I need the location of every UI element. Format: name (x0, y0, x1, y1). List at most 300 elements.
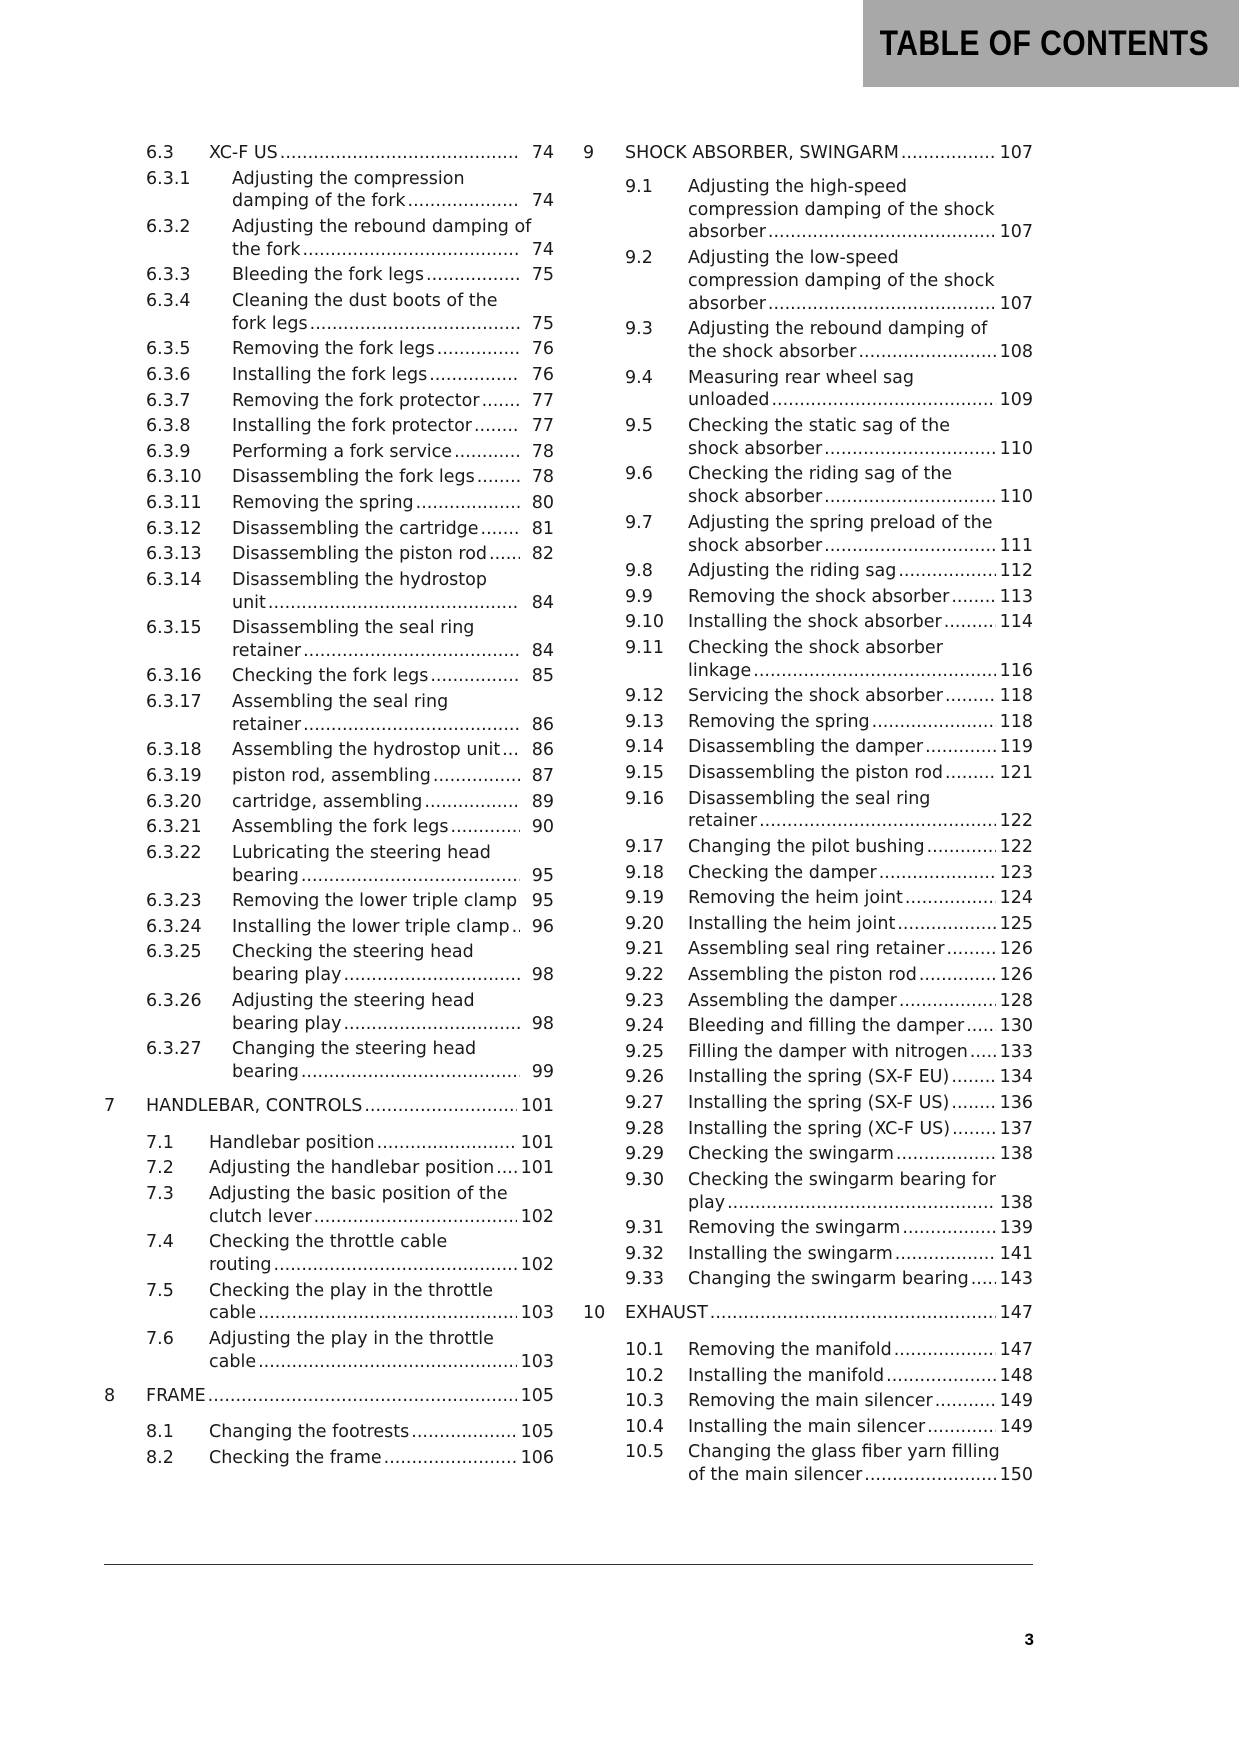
toc-entry (583, 887, 1033, 910)
dot-leader (433, 765, 520, 788)
toc-entry-number: 8 (104, 1385, 116, 1406)
toc-entry (583, 611, 1033, 634)
toc-entry-number: 7.4 (146, 1232, 174, 1253)
toc-entry-page: 98 (531, 1013, 554, 1034)
toc-entry-number: 7.5 (146, 1280, 174, 1301)
toc-entry-title: Checking the riding sag of the (688, 464, 953, 485)
dot-leader (753, 660, 995, 683)
toc-entry-page: 75 (531, 313, 554, 334)
dot-leader (301, 1061, 520, 1084)
dot-leader (858, 341, 995, 364)
dot-leader (944, 611, 996, 634)
dot-leader (416, 492, 520, 515)
toc-entry-page: 102 (520, 1206, 554, 1227)
toc-entry-title: clutch lever (209, 1206, 312, 1227)
toc-entry-number: 9.11 (625, 637, 664, 658)
toc-entry (583, 736, 1033, 759)
toc-entry (104, 1157, 554, 1180)
toc-entry-title: Adjusting the high-speed (688, 176, 907, 197)
toc-entry-title: Adjusting the compression (232, 168, 465, 189)
toc-entry-title: Removing the spring (688, 711, 870, 732)
toc-entry (104, 1280, 554, 1326)
toc-entry-page: 99 (531, 1062, 554, 1082)
toc-entry-number: 8.1 (146, 1422, 174, 1443)
toc-entry-title: Adjusting the rebound damping of (232, 216, 532, 237)
toc-entry-page: 82 (531, 544, 554, 565)
toc-entry-page: 109 (999, 390, 1033, 411)
toc-entry-title: Handlebar position (209, 1132, 375, 1153)
toc-entry-number: 9.4 (625, 367, 653, 388)
toc-entry-number: 6.3.6 (146, 364, 191, 385)
toc-entry-page: 150 (999, 1465, 1033, 1486)
toc-entry-title: Disassembling the hydrostop (232, 569, 487, 590)
toc-entry-number: 9.20 (625, 913, 664, 934)
toc-entry-page: 102 (520, 1254, 554, 1275)
toc-entry-title: Adjusting the play in the throttle (209, 1328, 494, 1349)
toc-entry-title: Bleeding and filling the damper (688, 1016, 965, 1037)
toc-entry (104, 791, 554, 814)
toc-entry (104, 1328, 554, 1374)
toc-entry-number: 9.23 (625, 990, 664, 1011)
toc-entry-number: 6.3.20 (146, 791, 202, 812)
toc-entry (104, 842, 554, 888)
toc-entry-page: 126 (999, 965, 1033, 986)
toc-entry (583, 1441, 1033, 1487)
toc-entry-page: 149 (999, 1416, 1033, 1437)
toc-entry-title: the fork (232, 239, 301, 260)
toc-entry-number: 9 (583, 143, 595, 163)
toc-entry (583, 1339, 1033, 1362)
toc-entry-page: 90 (531, 817, 554, 838)
toc-entry-title: retainer (688, 811, 758, 832)
toc-entry (104, 1183, 554, 1229)
toc-entry-title: Removing the lower triple clamp (232, 891, 518, 912)
toc-entry-page: 122 (999, 811, 1033, 832)
dot-leader (945, 762, 996, 785)
dot-leader (408, 190, 520, 213)
toc-entry-page: 123 (999, 862, 1033, 883)
toc-entry-number: 9.3 (625, 319, 653, 340)
dot-leader (496, 1157, 516, 1180)
dot-leader (951, 1066, 995, 1089)
toc-entry-page: 122 (999, 837, 1033, 858)
toc-entry-number: 6.3.5 (146, 339, 191, 360)
toc-entry-page: 74 (531, 239, 554, 260)
toc-entry (104, 492, 554, 515)
toc-entry-title: Adjusting the handlebar position (209, 1158, 495, 1179)
toc-entry-page: 86 (531, 714, 554, 735)
toc-entry-title: Checking the play in the throttle (209, 1280, 493, 1301)
toc-entry-number: 9.1 (625, 176, 653, 197)
toc-entry-title: piston rod, assembling (232, 766, 431, 787)
toc-entry-title: Checking the damper (688, 862, 877, 883)
toc-entry (104, 691, 554, 737)
dot-leader (896, 1143, 996, 1166)
toc-entry (583, 415, 1033, 461)
toc-entry (104, 816, 554, 839)
dot-leader (951, 586, 995, 609)
toc-entry-page: 74 (531, 191, 554, 212)
toc-entry-number: 6.3.24 (146, 916, 202, 937)
toc-entry-number: 8.2 (146, 1447, 174, 1468)
toc-entry-title: Disassembling the damper (688, 737, 924, 758)
toc-entry-number: 9.19 (625, 888, 664, 909)
dot-leader (919, 964, 996, 987)
toc-entry-title: Assembling seal ring retainer (688, 939, 945, 960)
toc-entry-page: 118 (999, 686, 1033, 707)
dot-leader (824, 535, 995, 558)
dot-leader (451, 816, 520, 839)
toc-entry-title: Changing the swingarm bearing (688, 1269, 969, 1290)
toc-entry (104, 543, 554, 566)
toc-entry (104, 390, 554, 413)
toc-entry-page: 77 (531, 416, 554, 437)
toc-entry (104, 142, 554, 165)
dot-leader (864, 1464, 995, 1487)
toc-entry (583, 560, 1033, 583)
toc-entry-page: 107 (999, 143, 1033, 163)
toc-entry-page: 84 (531, 640, 554, 661)
toc-entry-page: 126 (999, 939, 1033, 960)
dot-leader (489, 543, 520, 566)
toc-entry-number: 9.9 (625, 586, 653, 607)
dot-leader (905, 887, 996, 910)
dot-leader (927, 1416, 995, 1439)
toc-entry-number: 10.3 (625, 1391, 664, 1412)
dot-leader (710, 1302, 996, 1325)
toc-entry-title: Checking the fork legs (232, 666, 429, 687)
dot-leader (426, 264, 520, 287)
toc-entry-title: Disassembling the fork legs (232, 467, 475, 488)
dot-leader (474, 415, 520, 438)
toc-entry-page: 84 (531, 592, 554, 613)
dot-leader (759, 810, 996, 833)
toc-entry-number: 9.12 (625, 686, 664, 707)
toc-entry-number: 6.3.26 (146, 990, 202, 1011)
toc-entry-title: XC-F US (209, 143, 278, 163)
dot-leader (481, 518, 520, 541)
toc-entry-title: shock absorber (688, 535, 823, 556)
toc-entry-page: 124 (999, 888, 1033, 909)
toc-entry-number: 9.25 (625, 1041, 664, 1062)
toc-entry-page: 108 (999, 341, 1033, 362)
toc-entry-number: 6.3.23 (146, 891, 202, 912)
toc-entry-page: 141 (999, 1243, 1033, 1264)
toc-entry-page: 106 (520, 1447, 554, 1468)
toc-entry-title: absorber (688, 293, 766, 314)
toc-entry-page: 80 (531, 492, 554, 513)
dot-leader (424, 791, 520, 814)
dot-leader (879, 862, 996, 885)
toc-entry-title: Installing the main silencer (688, 1416, 926, 1437)
toc-entry-number: 9.5 (625, 415, 653, 436)
dot-leader (303, 640, 520, 663)
toc-entry-number: 10 (583, 1303, 606, 1324)
toc-entry-page: 103 (520, 1351, 554, 1372)
toc-entry-title: unit (232, 592, 266, 613)
footer-divider (104, 1564, 1033, 1565)
dot-leader (258, 1351, 517, 1374)
toc-entry-page: 81 (531, 518, 554, 539)
toc-entry-page: 77 (531, 390, 554, 411)
toc-entry-page: 76 (531, 339, 554, 360)
toc-entry-page: 85 (531, 666, 554, 687)
toc-entry-title: Performing a fork service (232, 441, 453, 462)
toc-entry-number: 6.3.9 (146, 441, 191, 462)
dot-leader (902, 1217, 995, 1240)
toc-entry-number: 9.26 (625, 1067, 664, 1088)
toc-entry-title: Measuring rear wheel sag (688, 367, 914, 388)
toc-left-column (104, 142, 554, 1473)
toc-entry-title: damping of the fork (232, 191, 406, 212)
toc-entry-number: 6.3.2 (146, 216, 191, 237)
toc-entry-page: 113 (999, 586, 1033, 607)
toc-entry-title: Checking the static sag of the (688, 415, 951, 436)
dot-leader (895, 1243, 996, 1266)
toc-entry-page: 114 (999, 612, 1033, 633)
toc-entry-page: 119 (999, 737, 1033, 758)
toc-entry-page: 95 (531, 865, 554, 886)
toc-entry (583, 1169, 1033, 1215)
toc-entry-number: 6.3.17 (146, 692, 202, 713)
toc-entry (104, 665, 554, 688)
dot-leader (268, 592, 520, 615)
toc-entry-page: 76 (531, 364, 554, 385)
toc-entry-title: Changing the pilot bushing (688, 837, 925, 858)
toc-entry-title: Assembling the damper (688, 990, 897, 1011)
toc-entry-number: 10.2 (625, 1365, 664, 1386)
dot-leader (886, 1365, 995, 1388)
toc-entry-title: Adjusting the steering head (232, 990, 475, 1011)
toc-entry-number: 6.3.3 (146, 265, 191, 286)
toc-entry-page: 147 (999, 1303, 1033, 1324)
toc-entry-page: 112 (999, 561, 1033, 582)
toc-entry-number: 10.5 (625, 1442, 664, 1463)
toc-entry-page: 95 (531, 891, 554, 912)
toc-entry (583, 586, 1033, 609)
toc-entry-number: 7.3 (146, 1183, 174, 1204)
toc-entry-title: Assembling the piston rod (688, 965, 917, 986)
toc-entry (583, 762, 1033, 785)
toc-entry-title: Lubricating the steering head (232, 842, 491, 863)
toc-entry-title: Assembling the fork legs (232, 817, 449, 838)
dot-leader (727, 1192, 996, 1215)
toc-entry-page: 147 (999, 1339, 1033, 1360)
toc-entry-number: 6.3.14 (146, 569, 202, 590)
page-number: 3 (1024, 1630, 1034, 1649)
toc-entry-number: 6.3.18 (146, 740, 202, 761)
toc-entry-page: 103 (520, 1303, 554, 1324)
toc-entry-page: 101 (520, 1132, 554, 1153)
toc-entry (104, 617, 554, 663)
toc-entry (583, 1416, 1033, 1439)
toc-entry (104, 168, 554, 214)
dot-leader (377, 1132, 517, 1155)
dot-leader (925, 736, 996, 759)
dot-leader (894, 1339, 996, 1362)
toc-entry (583, 637, 1033, 683)
toc-entry (104, 364, 554, 387)
toc-entry-number: 7 (104, 1095, 116, 1116)
dot-leader (310, 313, 520, 336)
toc-entry-title: Assembling the seal ring (232, 692, 449, 713)
dot-leader (971, 1268, 996, 1291)
dot-leader (477, 466, 520, 489)
toc-entry (583, 1143, 1033, 1166)
toc-entry-title: bearing play (232, 965, 342, 986)
dot-leader (454, 441, 520, 464)
toc-entry-number: 7.6 (146, 1328, 174, 1349)
toc-entry (583, 1118, 1033, 1141)
toc-entry-page: 98 (531, 965, 554, 986)
toc-entry-title: bearing play (232, 1013, 342, 1034)
toc-entry-page: 75 (531, 265, 554, 286)
toc-entry-number: 9.16 (625, 788, 664, 809)
toc-entry-number: 6.3.13 (146, 544, 202, 565)
header-banner (863, 0, 1239, 87)
dot-leader (429, 364, 520, 387)
toc-entry (583, 1365, 1033, 1388)
toc-entry (583, 685, 1033, 708)
toc-entry-number: 6.3.16 (146, 666, 202, 687)
toc-entry (104, 466, 554, 489)
dot-leader (824, 438, 995, 461)
dot-leader (771, 389, 995, 412)
dot-leader (302, 239, 520, 262)
toc-entry-page: 105 (520, 1422, 554, 1443)
toc-entry-page: 107 (999, 222, 1033, 243)
toc-entry-page: 121 (999, 763, 1033, 784)
toc-entry-number: 9.2 (625, 247, 653, 268)
toc-entry-title: Removing the heim joint (688, 888, 903, 909)
toc-entry-title: Removing the manifold (688, 1339, 892, 1360)
toc-entry-number: 9.18 (625, 862, 664, 883)
toc-entry-number: 6.3.19 (146, 766, 202, 787)
dot-leader (947, 938, 996, 961)
toc-entry (104, 290, 554, 336)
toc-entry-number: 6.3.1 (146, 168, 191, 189)
toc-entry-title: Adjusting the rebound damping of (688, 319, 988, 340)
toc-entry-page: 118 (999, 711, 1033, 732)
toc-entry-title: unloaded (688, 390, 770, 411)
dot-leader (364, 1095, 516, 1118)
toc-entry-title: Installing the lower triple clamp (232, 916, 510, 937)
toc-entry-title: shock absorber (688, 487, 823, 508)
toc-entry (583, 1066, 1033, 1089)
toc-entry-number: 6.3.12 (146, 518, 202, 539)
toc-entry-title: Removing the fork legs (232, 339, 435, 360)
toc-entry-page: 149 (999, 1391, 1033, 1412)
toc-entry (583, 1302, 1033, 1325)
toc-entry-title: Bleeding the fork legs (232, 265, 425, 286)
toc-entry (583, 964, 1033, 987)
toc-entry-title: Installing the spring (SX-F US) (688, 1093, 950, 1113)
toc-entry-page: 78 (531, 467, 554, 488)
dot-leader (970, 1041, 996, 1064)
toc-entry (583, 1041, 1033, 1064)
toc-entry-page: 133 (999, 1041, 1033, 1062)
toc-entry-number: 9.24 (625, 1016, 664, 1037)
toc-entry-title: compression damping of the shock (688, 199, 995, 220)
toc-entry-title: Checking the swingarm (688, 1144, 894, 1165)
toc-entry-title: cartridge, assembling (232, 791, 423, 812)
toc-right-column (583, 142, 1033, 1490)
page-title: TABLE OF CONTENTS (879, 24, 1209, 63)
toc-entry-page: 137 (999, 1118, 1033, 1139)
dot-leader (482, 390, 520, 413)
dot-leader (898, 560, 995, 583)
toc-entry-title: Installing the fork protector (232, 416, 472, 437)
toc-entry-title: Installing the shock absorber (688, 612, 942, 633)
toc-entry-page: 110 (999, 438, 1033, 459)
toc-entry (583, 1268, 1033, 1291)
toc-entry-title: Installing the manifold (688, 1365, 885, 1386)
toc-entry-title: Filling the damper with nitrogen (688, 1041, 968, 1062)
toc-entry (104, 1385, 554, 1408)
toc-entry (583, 1092, 1033, 1115)
toc-entry-number: 6.3.10 (146, 467, 202, 488)
dot-leader (899, 990, 996, 1013)
toc-entry-title: Adjusting the riding sag (688, 561, 897, 582)
toc-entry (104, 1231, 554, 1277)
toc-entry-page: 136 (999, 1093, 1033, 1113)
toc-entry (104, 415, 554, 438)
toc-entry-number: 6.3 (146, 143, 174, 163)
toc-entry (583, 367, 1033, 413)
toc-entry-title: absorber (688, 222, 766, 243)
toc-entry (583, 711, 1033, 734)
toc-entry-title: Adjusting the basic position of the (209, 1183, 508, 1204)
toc-entry-page: 138 (999, 1144, 1033, 1165)
toc-entry (104, 569, 554, 615)
toc-entry-title: HANDLEBAR, CONTROLS (146, 1095, 363, 1116)
toc-entry-number: 9.8 (625, 561, 653, 582)
toc-entry-title: SHOCK ABSORBER, SWINGARM (625, 143, 899, 163)
dot-leader (927, 836, 996, 859)
toc-entry-page: 139 (999, 1218, 1033, 1239)
toc-entry-page: 96 (531, 916, 554, 937)
toc-entry (104, 990, 554, 1036)
toc-entry-title: Checking the swingarm bearing for (688, 1169, 996, 1190)
toc-entry (583, 512, 1033, 558)
toc-entry-page: 134 (999, 1067, 1033, 1088)
toc-entry (104, 739, 554, 762)
dot-leader (897, 913, 995, 936)
toc-entry-title: cable (209, 1351, 257, 1372)
toc-entry-title: Checking the frame (209, 1447, 382, 1468)
toc-entry-title: Installing the fork legs (232, 364, 428, 385)
toc-entry (583, 913, 1033, 936)
toc-entry (583, 318, 1033, 364)
toc-entry (104, 890, 554, 913)
toc-entry-title: Disassembling the seal ring (232, 618, 475, 639)
dot-leader (314, 1206, 517, 1229)
toc-entry-number: 9.27 (625, 1093, 664, 1113)
dot-leader (519, 890, 520, 913)
dot-leader (303, 714, 520, 737)
dot-leader (274, 1254, 517, 1277)
toc-entry-page: 138 (999, 1192, 1033, 1213)
toc-entry (583, 1390, 1033, 1413)
toc-entry-number: 9.10 (625, 612, 664, 633)
toc-entry (104, 441, 554, 464)
toc-entry (583, 1243, 1033, 1266)
toc-entry-page: 107 (999, 293, 1033, 314)
toc-entry-number: 9.30 (625, 1169, 664, 1190)
toc-entry-number: 6.3.22 (146, 842, 202, 863)
toc-entry-title: Assembling the hydrostop unit (232, 740, 501, 761)
toc-entry-number: 9.22 (625, 965, 664, 986)
